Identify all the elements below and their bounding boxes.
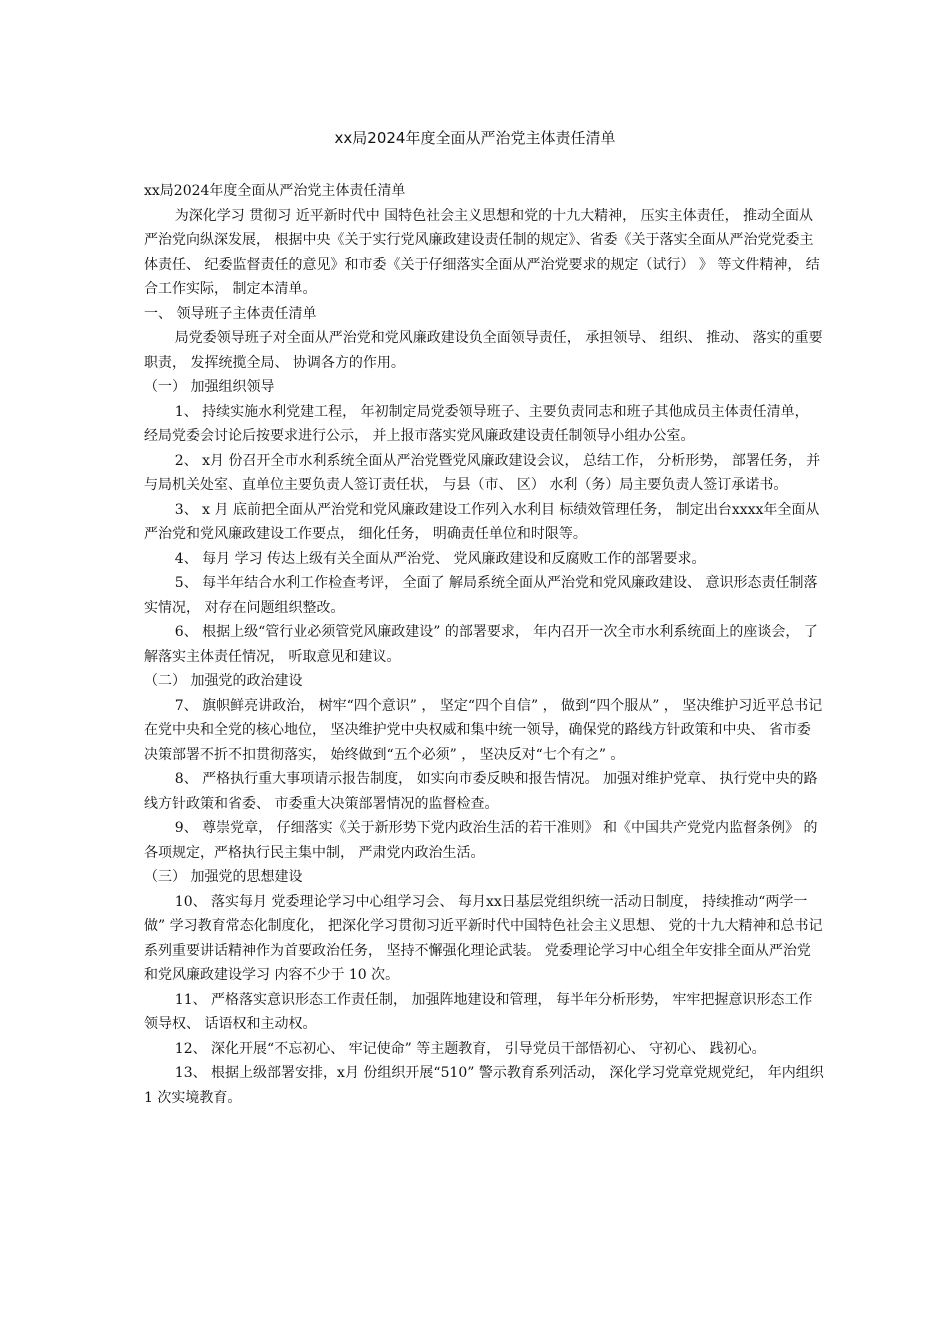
paragraph: 局党委领导班子对全面从严治党和党风廉政建设负全面领导责任， 承担领导、 组织、 推动、 落实的重要职责， 发挥统揽全局、 协调各方的作用。	[144, 330, 823, 371]
document-body	[144, 179, 824, 1110]
list-item: 8、 严格执行重大事项请示报告制度， 如实向市委反映和报告情况。 加强对维护党章、 执行党中央的路线方针政策和省委、 市委重大决策部署情况的监督检查。	[144, 771, 818, 812]
list-item: 11、 严格落实意识形态工作责任制， 加强阵地建设和管理， 每半年分析形势， 牢牢把握意识形态工作领导权、 话语权和主动权。	[144, 991, 813, 1032]
list-item: 12、 深化开展“不忘初心、 牢记使命” 等主题教育， 引导党员干部悟初心、 守初心、 践初心。	[174, 1040, 766, 1057]
list-item: 9、 尊崇党章， 仔细落实《关于新形势下党内政治生活的若干准则》 和《中国共产党党内监督条例》 的各项规定，严格执行民主集中制， 严肃党内政治生活。	[144, 820, 818, 861]
list-item: 2、 x月 份召开全市水利系统全面从严治党暨党风廉政建设会议， 总结工作， 分析形势， 部署任务， 并与局机关处室、直单位主要负责人签订责任状， 与县（市、 区） 水利（务）局主要负责人签订承诺书。	[144, 452, 821, 493]
list-item: 6、 根据上级“管行业必须管党风廉政建设” 的部署要求， 年内召开一次全市水利系统面上的座谈会， 了 解落实主体责任情况， 听取意见和建议。	[144, 624, 818, 665]
list-item: 13、 根据上级部署安排，x月 份组织开展“510” 警示教育系列活动， 深化学习党章党规党纪， 年内组织 1 次实境教育。	[144, 1065, 824, 1106]
list-item: 10、 落实每月 党委理论学习中心组学习会、 每月xx日基层党组织统一活动日制度， 持续推动“两学一做” 学习教育常态化制度化， 把深化学习贯彻习近平新时代中国特色社会主义思想、 党的十九大精神和总书记系列重要讲话精神作为首要政治任务， 坚持不懈强化理论武装。 党委理论学习中心组全年安排全面从严治党和党风廉政建设学习 内容不少于 10 次。	[144, 893, 823, 983]
document-title: xx局2024年度全面从严治党主体责任清单	[334, 129, 616, 147]
subsection-heading: （三） 加强党的思想建设	[144, 869, 303, 885]
list-item: 5、 每半年结合水利工作检查考评， 全面了 解局系统全面从严治党和党风廉政建设、 意识形态责任制落实情况， 对存在问题组织整改。	[144, 575, 818, 616]
list-item: 4、 每月 学习 传达上级有关全面从严治党、 党风廉政建设和反腐败工作的部署要求。	[174, 550, 706, 567]
section-heading: 一、 领导班子主体责任清单	[144, 305, 317, 322]
list-item: 7、 旗帜鲜亮讲政治， 树牢“四个意识” ， 坚定“四个自信” ， 做到“四个服从” ， 坚决维护习近平总书记在党中央和全党的核心地位， 坚决维护党中央权威和集中统一领导，确保党的路线方针政策和中央、 省市委决策部署不折不扣贯彻落实， 始终做到“五个必须” ， 坚决反对“七个有之” 。	[144, 697, 823, 763]
subsection-heading: （一） 加强组织领导	[144, 379, 275, 395]
list-item: 1、 持续实施水利党建工程， 年初制定局党委领导班子、主要负责同志和班子其他成员主体责任清单， 经局党委会讨论后按要求进行公示， 并上报市落实党风廉政建设责任制领导小组办公室。	[144, 403, 809, 444]
list-item: 3、 x 月 底前把全面从严治党和党风廉政建设工作列入水利目 标绩效管理任务， 制定出台xxxx年全面从严治党和党风廉政建设工作要点， 细化任务， 明确责任单位和时限等。	[144, 501, 820, 542]
document-subtitle: xx局2024年度全面从严治党主体责任清单	[144, 183, 406, 199]
intro-paragraph: 为深化学习 贯彻习 近平新时代中 国特色社会主义思想和党的十九大精神， 压实主体责任， 推动全面从严治党向纵深发展， 根据中央《关于实行党风廉政建设责任制的规定》、省委《关于落实全面从严治党党委主体责任、 纪委监督责任的意见》和市委《关于仔细落实全面从严治党要求的规定（试行） 》 等文件精神， 结合工作实际， 制定本清单。	[144, 207, 820, 297]
subsection-heading: （二） 加强党的政治建设	[144, 673, 303, 689]
